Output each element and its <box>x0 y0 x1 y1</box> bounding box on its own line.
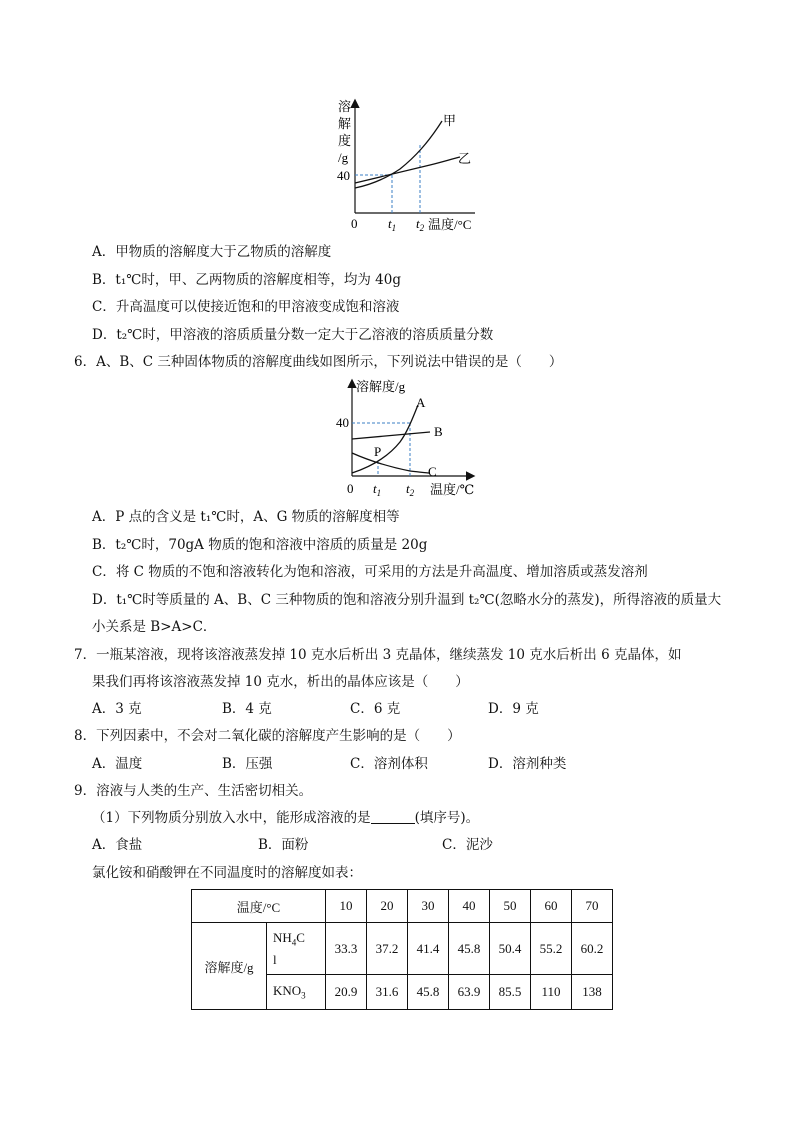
q6-option-c: C．将 C 物质的不饱和溶液转化为饱和溶液，可采用的方法是升高温度、增加溶质或蒸发溶剂 <box>92 564 648 580</box>
y-axis-label-3: 度 <box>338 133 352 148</box>
q8-option-c: C．溶剂体积 <box>350 756 428 772</box>
q9-option-b: B．面粉 <box>258 837 309 853</box>
answer-blank[interactable] <box>371 810 415 824</box>
curve-c-label: C <box>428 464 437 479</box>
y-axis-label-4: /g <box>338 150 349 165</box>
y-axis-label: 溶 <box>338 99 352 114</box>
value-cell: 60.2 <box>572 923 613 975</box>
curve-a-label: A <box>416 395 426 410</box>
curve-jia-label: 甲 <box>443 113 457 128</box>
table-header-label: 温度/°C <box>192 890 326 923</box>
value-cell: 63.9 <box>449 975 490 1010</box>
q9-sub1-tail: (填序号)。 <box>414 810 480 826</box>
temp-cell: 10 <box>326 890 367 923</box>
origin-label: 0 <box>347 481 354 496</box>
solubility-table <box>191 889 613 1010</box>
q7-option-c: C．6 克 <box>350 701 401 717</box>
curve-b-label: B <box>434 424 443 439</box>
curve-b <box>352 432 430 439</box>
y-axis-label-2: 解 <box>338 116 352 131</box>
temp-cell: 60 <box>531 890 572 923</box>
q7-option-a: A．3 克 <box>92 701 142 717</box>
q8-option-a: A．温度 <box>92 756 143 772</box>
q5-option-c: C．升高温度可以使接近饱和的甲溶液变成饱和溶液 <box>92 299 400 315</box>
q8-stem: 8．下列因素中，不会对二氧化碳的溶解度产生影响的是（ ） <box>74 728 461 744</box>
x-axis-label: 温度/℃ <box>430 482 475 497</box>
value-cell: 110 <box>531 975 572 1010</box>
temp-cell: 30 <box>408 890 449 923</box>
q7-option-b: B．4 克 <box>222 701 272 717</box>
tick-40: 40 <box>336 415 349 430</box>
value-cell: 20.9 <box>326 975 367 1010</box>
value-cell: 138 <box>572 975 613 1010</box>
q8-option-b: B．压强 <box>222 756 273 772</box>
q6-option-b: B．t₂℃时，70gA 物质的饱和溶液中溶质的质量是 20g <box>92 537 428 553</box>
tick-40: 40 <box>337 168 350 183</box>
value-cell: 55.2 <box>531 923 572 975</box>
curve-jia <box>355 121 442 188</box>
value-cell: 37.2 <box>367 923 408 975</box>
temp-cell: 50 <box>490 890 531 923</box>
solubility-graph-1 <box>330 95 480 235</box>
t2-label: $t_2$ <box>406 481 415 498</box>
q9-option-c: C．泥沙 <box>442 837 493 853</box>
row-group-label: 溶解度/g <box>192 923 267 1010</box>
t2-label: $t_2$ <box>416 216 425 233</box>
q9-stem: 9．溶液与人类的生产、生活密切相关。 <box>74 783 313 799</box>
curve-a <box>352 405 418 473</box>
q7-option-d: D．9 克 <box>488 701 539 717</box>
value-cell: 50.4 <box>490 923 531 975</box>
table-row <box>192 923 613 975</box>
temp-cell: 40 <box>449 890 490 923</box>
temp-cell: 70 <box>572 890 613 923</box>
q6-option-d-line2: 小关系是 B>A>C． <box>92 619 217 635</box>
q9-sub1-text: （1）下列物质分别放入水中，能形成溶液的是 <box>92 810 371 826</box>
temp-cell: 20 <box>367 890 408 923</box>
solubility-graph-2 <box>330 377 480 502</box>
q9-option-a: A．食盐 <box>92 837 143 853</box>
value-cell: 45.8 <box>449 923 490 975</box>
y-axis-label: 溶解度/g <box>356 379 406 394</box>
row-name-kno3: $KNO_3$ <box>267 975 326 1010</box>
q6-stem: 6．A、B、C 三种固体物质的溶解度曲线如图所示，下列说法中错误的是（ ） <box>74 354 563 370</box>
q8-option-d: D．溶剂种类 <box>488 756 567 772</box>
t1-label: $t_1$ <box>388 216 397 233</box>
row-name-nh4cl: $NH_4C$ l <box>267 923 326 975</box>
q5-option-a: A．甲物质的溶解度大于乙物质的溶解度 <box>92 244 332 260</box>
value-cell: 41.4 <box>408 923 449 975</box>
q5-option-d: D．t₂℃时，甲溶液的溶质质量分数一定大于乙溶液的溶质质量分数 <box>92 327 494 343</box>
point-p-label: P <box>374 444 382 459</box>
value-cell: 45.8 <box>408 975 449 1010</box>
x-axis-label: 温度/°C <box>428 217 472 232</box>
value-cell: 33.3 <box>326 923 367 975</box>
curve-c <box>352 453 430 473</box>
origin-label: 0 <box>351 216 358 231</box>
q6-option-a: A．P 点的含义是 t₁℃时，A、G 物质的溶解度相等 <box>92 509 400 525</box>
q5-option-b: B．t₁℃时，甲、乙两物质的溶解度相等，均为 40g <box>92 272 401 288</box>
q7-stem-line2: 果我们再将该溶液蒸发掉 10 克水，析出的晶体应该是（ ） <box>92 674 469 690</box>
q7-stem-line1: 7．一瓶某溶液，现将该溶液蒸发掉 10 克水后析出 3 克晶体，继续蒸发 10 克水后析出 6 克晶体，如 <box>74 647 682 663</box>
curve-yi-label: 乙 <box>458 151 472 166</box>
t1-label: $t_1$ <box>373 481 382 498</box>
q9-sub1 <box>92 809 479 827</box>
curve-yi <box>355 157 460 183</box>
value-cell: 85.5 <box>490 975 531 1010</box>
q9-table-intro: 氯化铵和硝酸钾在不同温度时的溶解度如表： <box>92 865 362 881</box>
q6-option-d-line1: D．t₁℃时等质量的 A、B、C 三种物质的饱和溶液分别升温到 t₂℃(忽略水分的蒸发)，所得溶液的质量大 <box>92 592 722 608</box>
value-cell: 31.6 <box>367 975 408 1010</box>
